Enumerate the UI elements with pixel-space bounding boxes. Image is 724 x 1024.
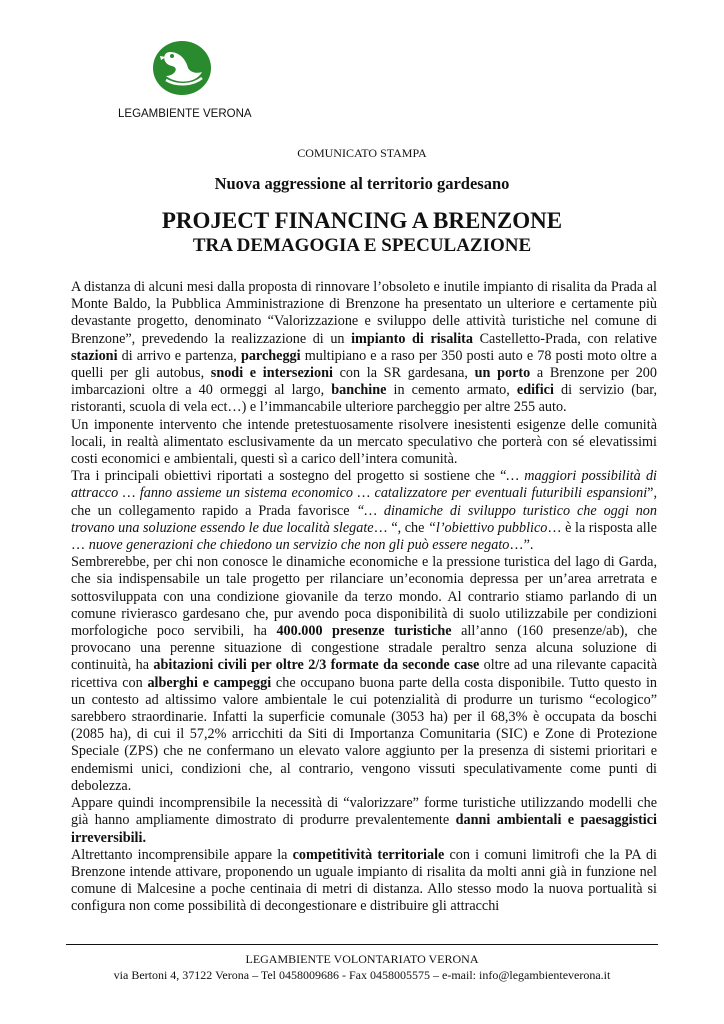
text-run: Altrettanto incomprensibile appare la	[71, 846, 293, 863]
italic-run: nuove generazioni che chiedono un servizio che non gli può essere negato	[88, 537, 510, 554]
italic-run: “l’obiettivo pubblico	[427, 519, 548, 536]
organization-name: LEGAMBIENTE VERONA	[118, 108, 252, 120]
text-run: A distanza di alcuni mesi dalla proposta di rinnovare l’obsoleto e inutile impianto di risalita da Prada al Monte Baldo, la Pubblica Amministrazione di Brenzone ha presentato un ulteriore e certamente più devastante progetto, denominato “Valorizzazione e sviluppo delle attività turistiche nel comune di Brenzone”, prevedendo la realizzazione di un	[71, 279, 657, 347]
bold-run: edifici	[516, 382, 554, 399]
text-run: Tra i principali obiettivi riportati a sostegno del progetto si sostiene che “	[71, 468, 507, 485]
text-run: ”, che un collegamento rapido a Prada favorisce	[71, 485, 657, 519]
text-run: in cemento armato,	[386, 382, 517, 399]
text-run: a Brenzone per 200 imbarcazioni oltre a 40 ormeggi al largo,	[71, 365, 657, 399]
subheading: Nuova aggressione al territorio gardesano	[214, 174, 510, 193]
footer-organization: LEGAMBIENTE VOLONTARIATO VERONA	[245, 952, 479, 966]
footer-contact: via Bertoni 4, 37122 Verona – Tel 0458009686 - Fax 0458005575 – e-mail: info@legambienteverona.it	[113, 968, 611, 982]
bold-run: parcheggi	[240, 347, 301, 364]
italic-run: … maggiori possibilità di attracco … fanno assieme un sistema economico … catalizzatore per eventuali futuribili espansioni	[71, 468, 657, 502]
text-run: … “, che	[373, 519, 428, 536]
main-subtitle: TRA DEMAGOGIA E SPECULAZIONE	[192, 235, 532, 256]
text-run: multipiano e a raso per 350 posti auto e 78 posti moto oltre a quelli per gli autobus,	[71, 347, 657, 382]
bold-run: competitività territoriale	[292, 846, 445, 863]
text-run: che occupano buona parte della costa disponibile. Tutto questo in un contesto ad altissimo valore ambientale le cui potenzialità di produrre un turismo “ecologico” sarebbero straordinarie. Infatti la superficie comunale (3053 ha) per il 68,3% è occupata da boschi (2085 ha), di cui il 57,2% arricchiti da Siti di Importanza Comunitaria (SIC) e Zone di Protezione Speciale (ZPS) che ne confermano un elevato valore aggiunto per la presenza di sistemi prioritari e endemismi unici, condizioni che, al contrario, vengono vissuti speculativamente come punti di debolezza.	[71, 674, 657, 794]
bold-run: stazioni	[71, 347, 118, 364]
bold-run: impianto di risalita	[351, 330, 473, 347]
text-run: con i comuni limitrofi che la PA di Brenzone intende attivare, proponendo un uguale impianto di risalita da molti anni già in funzione nel comune di Malcesine a poche centinaia di metri di distanza. Allo stesso modo la nuova portualità si configura non come possibilità di decongestionare e distribuire gli attracchi	[71, 846, 658, 915]
text-run: Castelletto-Prada, con relative	[473, 330, 657, 347]
italic-run: “… dinamiche di sviluppo turistico che oggi non trovano una soluzione essendo le due località slegate	[71, 502, 657, 536]
bold-run: un porto	[474, 365, 531, 382]
paragraph-6	[71, 847, 657, 916]
paragraph-1	[71, 279, 657, 417]
bold-run: alberghi e campeggi	[147, 674, 272, 691]
swan-logo-icon	[152, 40, 212, 96]
text-run: …”.	[509, 537, 534, 554]
text-run: con la SR gardesana,	[332, 365, 475, 382]
text-run: all’anno (160 presenze/ab), che provocano una perenne situazione di congestione stradale peraltro senza alcuna soluzione di continuità, ha	[71, 623, 657, 674]
text-run: Sembrerebbe, per chi non conosce le dinamiche economiche e la pressione turistica del lago di Garda, che sia indispensabile un tale progetto per rilanciare un’economia depressa per un’area arretrata e sottosviluppata con una condizione giovanile da terzo mondo. Al contrario stiamo parlando di un comune rivierasco gardesano che, pur avendo poca disponibilità di suolo utilizzabile per condizioni morfologiche poco servibili, ha	[71, 554, 657, 640]
bold-run: abitazioni civili per oltre 2/3 formate da seconde case	[153, 657, 480, 674]
paragraph-4	[71, 554, 657, 795]
main-title: PROJECT FINANCING A BRENZONE	[161, 208, 563, 233]
paragraph-3	[71, 468, 657, 554]
text-run: di servizio (bar, ristoranti, scuola di vela ect…) e l’immancabile ulteriore parcheggio per altre 255 auto.	[71, 382, 658, 416]
paragraph-5	[71, 795, 657, 847]
text-run: di arrivo e partenza,	[117, 347, 241, 364]
paragraph-2: Un imponente intervento che intende pretestuosamente risolvere inesistenti esigenze delle comunità locali, in realtà alimentato esclusivamente da un mercato speculativo che porterà con sé elevatissimi costi economici e ambientali, questi sì a carico dell’intera comunità.	[71, 416, 657, 468]
footer-divider	[66, 944, 658, 945]
bold-run: snodi e intersezioni	[210, 365, 333, 382]
bold-run: 400.000 presenze turistiche	[276, 623, 452, 640]
text-run: Appare quindi incomprensibile la necessità di “valorizzare” forme turistiche utilizzando modelli che già hanno ampliamente dimostrato di produrre prevalentemente	[71, 795, 657, 829]
bold-run: danni ambientali e paesaggistici irreversibili.	[71, 812, 657, 846]
bold-run: banchine	[331, 382, 387, 399]
article-body	[71, 279, 657, 916]
text-run: … è la risposta alle …	[71, 519, 657, 554]
text-run: oltre ad una rilevante capacità ricettiva con	[71, 657, 657, 691]
press-release-label: COMUNICATO STAMPA	[297, 146, 427, 160]
